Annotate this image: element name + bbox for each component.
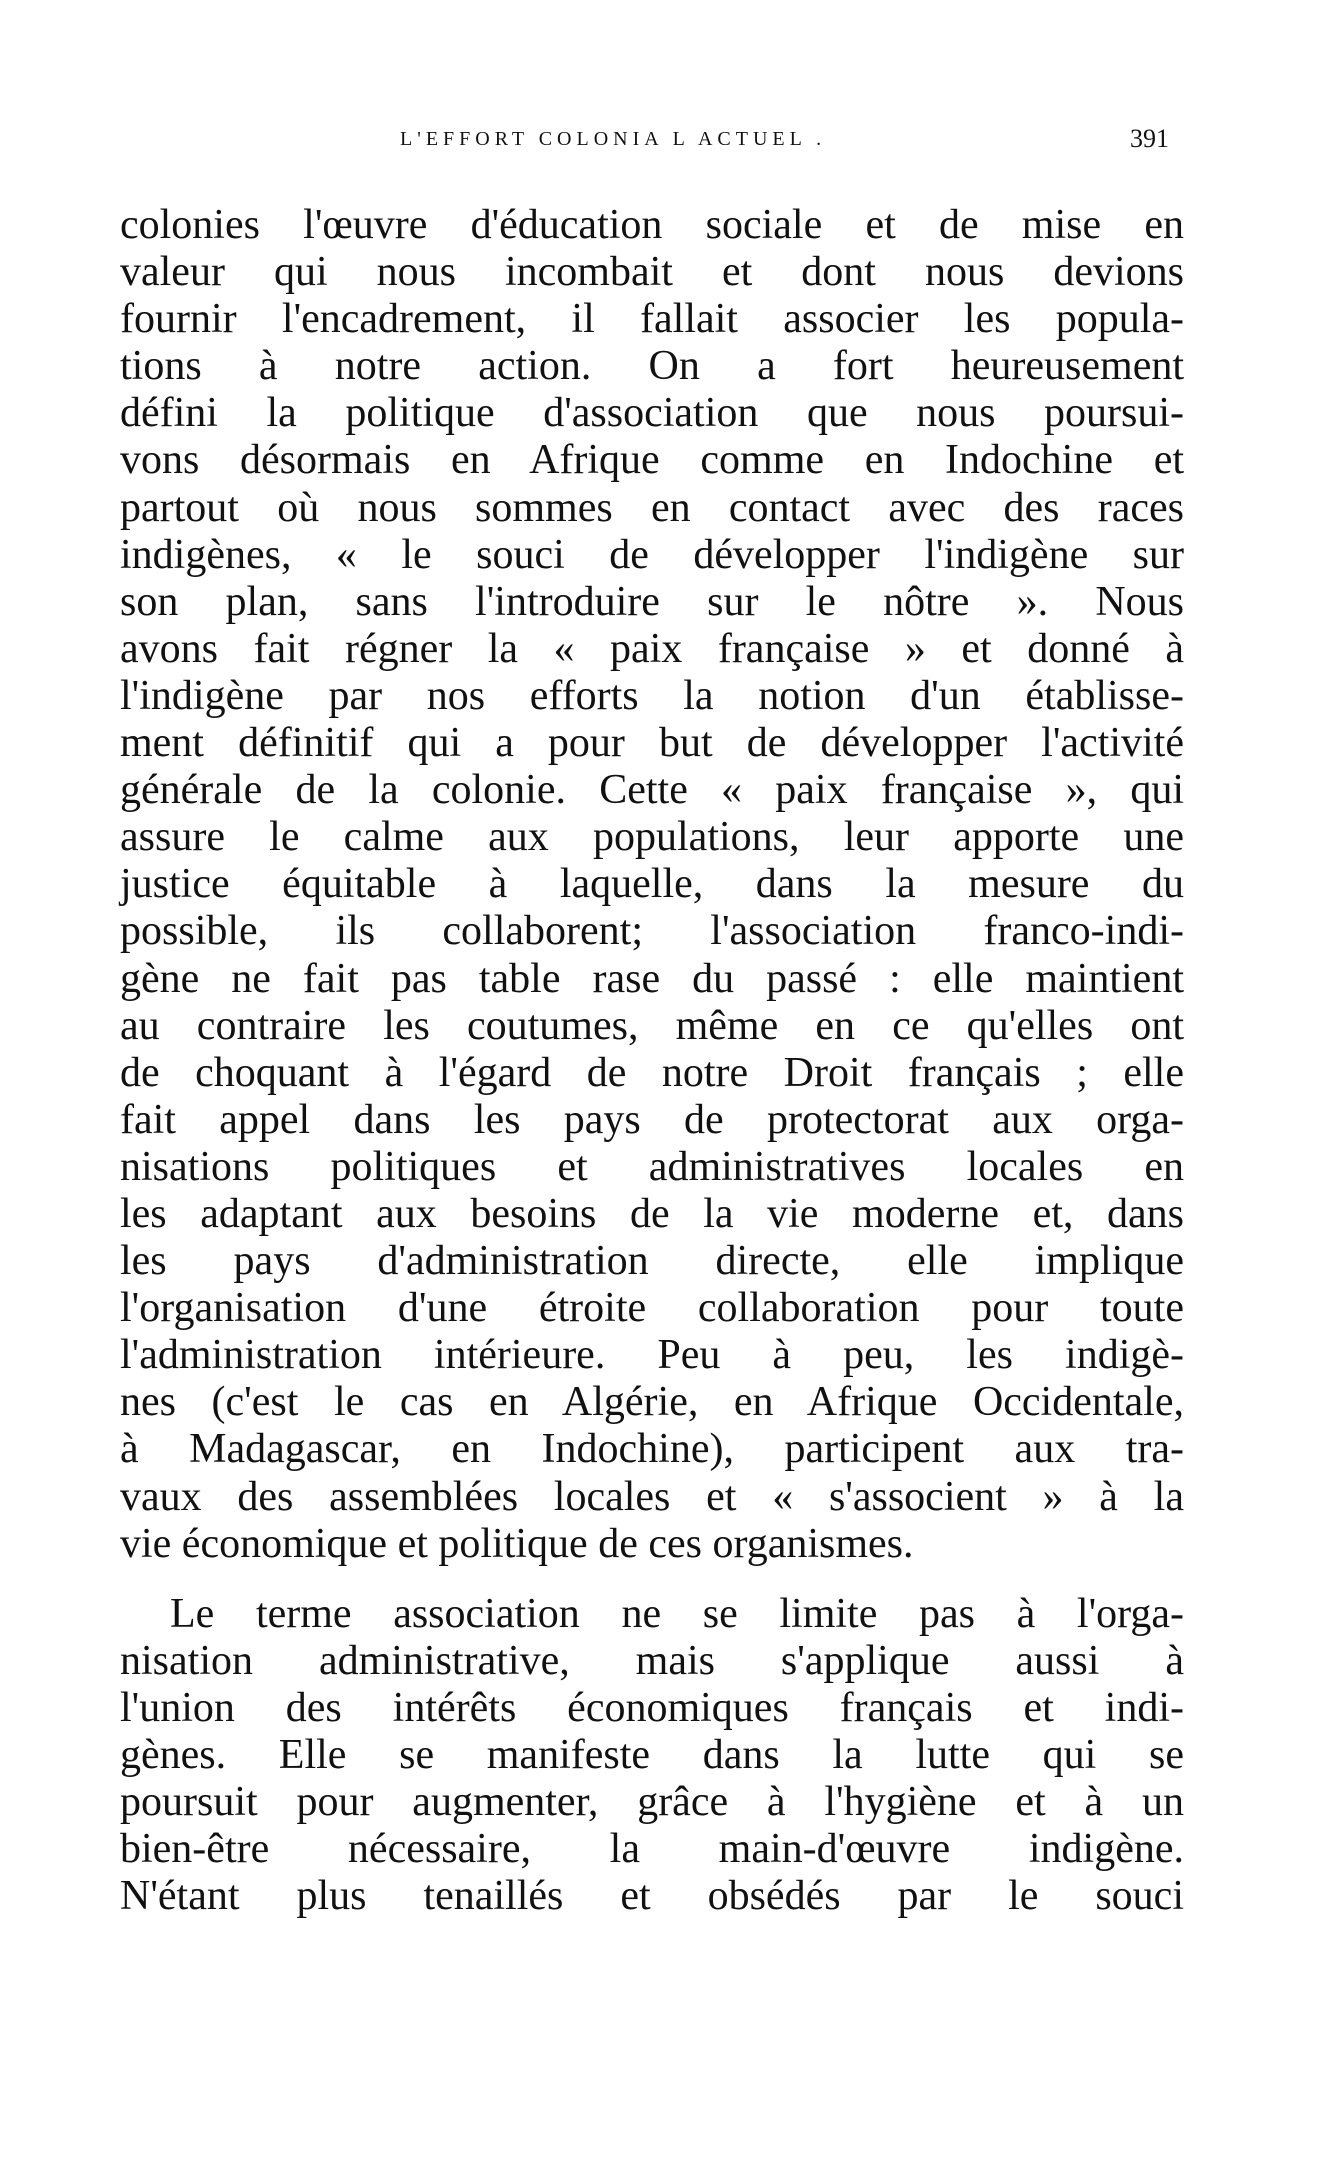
- text-line: ment définitif qui a pour but de développer l'activité: [120, 720, 1184, 767]
- text-line: les adaptant aux besoins de la vie moderne et, dans: [120, 1190, 1184, 1237]
- text-line: N'étant plus tenaillés et obsédés par le souci: [120, 1873, 1184, 1920]
- text-line: nisation administrative, mais s'applique aussi à: [120, 1637, 1184, 1684]
- text-line: bien-être nécessaire, la main-d'œuvre indigène.: [120, 1826, 1184, 1873]
- text-line: générale de la colonie. Cette « paix française », qui: [120, 767, 1184, 814]
- text-line: justice équitable à laquelle, dans la mesure du: [120, 861, 1184, 908]
- text-line: tions à notre action. On a fort heureusement: [120, 343, 1184, 390]
- paragraph-2: [120, 1591, 1184, 1921]
- text-line: gène ne fait pas table rase du passé : elle maintient: [120, 955, 1184, 1002]
- text-line: l'indigène par nos efforts la notion d'un établisse-: [120, 672, 1184, 719]
- text-line: défini la politique d'association que nous poursui-: [120, 390, 1184, 437]
- text-line: fait appel dans les pays de protectorat aux orga-: [120, 1096, 1184, 1143]
- text-line: gènes. Elle se manifeste dans la lutte qui se: [120, 1732, 1184, 1778]
- text-line: de choquant à l'égard de notre Droit français ; elle: [120, 1049, 1184, 1096]
- text-line: possible, ils collaborent; l'association franco-indi-: [120, 908, 1184, 955]
- text-line: poursuit pour augmenter, grâce à l'hygiène et à un: [120, 1779, 1184, 1826]
- text-line: vons désormais en Afrique comme en Indochine et: [120, 437, 1184, 484]
- text-line: fournir l'encadrement, il fallait associer les popula-: [120, 296, 1184, 343]
- text-line: à Madagascar, en Indochine), participent aux tra-: [120, 1426, 1184, 1473]
- text-line: l'administration intérieure. Peu à peu, les indigè-: [120, 1332, 1184, 1379]
- text-line: avons fait régner la « paix française » et donné à: [120, 625, 1184, 672]
- text-line: Le terme association ne se limite pas à l'orga-: [170, 1590, 1184, 1637]
- text-line: nisations politiques et administratives locales en: [120, 1143, 1184, 1190]
- paragraph-gap: [120, 1568, 1184, 1591]
- text-line: les pays d'administration directe, elle implique: [120, 1238, 1184, 1285]
- text-line: au contraire les coutumes, même en ce qu'elles ont: [120, 1002, 1184, 1049]
- text-line: valeur qui nous incombait et dont nous devions: [120, 249, 1184, 296]
- text-line: colonies l'œuvre d'éducation sociale et de mise en: [120, 202, 1184, 248]
- text-line: partout où nous sommes en contact avec des races: [120, 484, 1184, 531]
- text-line: indigènes, « le souci de développer l'indigène sur: [120, 531, 1184, 578]
- paragraph-1: [120, 202, 1184, 1568]
- running-head: L'EFFORT COLONIA L ACTUEL .: [400, 128, 827, 150]
- text-line: son plan, sans l'introduire sur le nôtre ». Nous: [120, 578, 1184, 625]
- text-line: assure le calme aux populations, leur apporte une: [120, 814, 1184, 861]
- text-line: vaux des assemblées locales et « s'associent » à la: [120, 1473, 1184, 1520]
- text-line: nes (c'est le cas en Algérie, en Afrique Occidentale,: [120, 1379, 1184, 1426]
- text-line: l'organisation d'une étroite collaboration pour toute: [120, 1285, 1184, 1332]
- text-line: vie économique et politique de ces organismes.: [120, 1520, 914, 1567]
- page-number: 391: [1130, 124, 1169, 153]
- body-text: [120, 202, 1184, 1920]
- text-line: l'union des intérêts économiques français et indi-: [120, 1684, 1184, 1731]
